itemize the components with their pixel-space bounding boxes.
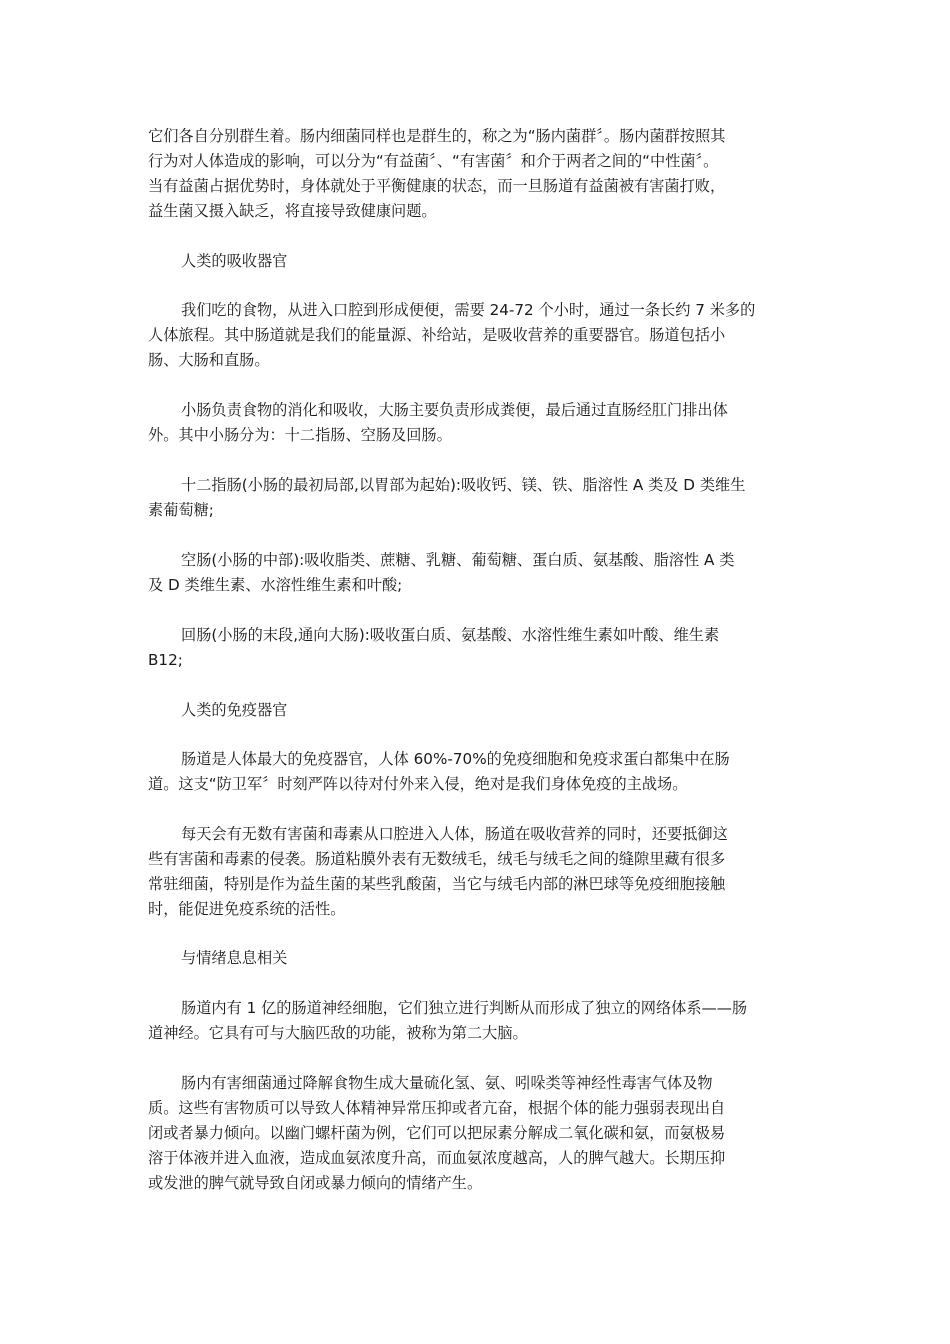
text-line: 时，能促进免疫系统的活性。 [148, 900, 346, 918]
text-line: 回肠(小肠的末段,通向大肠):吸收蛋白质、氨基酸、水溶性维生素如叶酸、维生素 [181, 626, 720, 644]
text-line: 人体旅程。其中肠道就是我们的能量源、补给站，是吸收营养的重要器官。肠道包括小 [148, 326, 726, 344]
text-line: 闭或者暴力倾向。以幽门螺杆菌为例，它们可以把尿素分解成二氧化碳和氨，而氨极易 [148, 1124, 726, 1142]
text-line: 行为对人体造成的影响，可以分为“有益菌〞、“有害菌〞和介于两者之间的“中性菌〞。 [148, 152, 719, 170]
section-heading: 人类的吸收器官 [181, 252, 288, 270]
paragraph-gut-flora-groups [148, 124, 808, 224]
text-line: 肠、大肠和直肠。 [148, 351, 270, 369]
text-line: 十二指肠(小肠的最初局部,以胃部为起始):吸收钙、镁、铁、脂溶性 A 类及 D 类维生 [181, 476, 746, 494]
text-line: 外。其中小肠分为：十二指肠、空肠及回肠。 [148, 426, 452, 444]
text-line: 溶于体液并进入血液，造成血氨浓度升高，而血氨浓度越高，人的脾气越大。长期压抑 [148, 1149, 726, 1167]
text-line: 空肠(小肠的中部):吸收脂类、蔗糖、乳糖、葡萄糖、蛋白质、氨基酸、脂溶性 A 类 [181, 551, 735, 569]
text-line: 道神经。它具有可与大脑匹敌的功能，被称为第二大脑。 [148, 1024, 528, 1042]
text-line: 我们吃的食物，从进入口腔到形成便便，需要 24-72 个小时，通过一条长约 7 米多的 [181, 301, 756, 319]
text-line: 些有害菌和毒素的侵袭。肠道粘膜外表有无数绒毛，绒毛与绒毛之间的缝隙里藏有很多 [148, 850, 726, 868]
paragraph-defense [148, 822, 808, 922]
heading-emotion [148, 946, 808, 971]
text-line: 肠道内有 1 亿的肠道神经细胞，它们独立进行判断从而形成了独立的网络体系——肠 [181, 999, 748, 1017]
text-line: 及 D 类维生素、水溶性维生素和叶酸; [148, 576, 403, 594]
text-line: 小肠负责食物的消化和吸收，大肠主要负责形成粪便，最后通过直肠经肛门排出体 [181, 401, 728, 419]
paragraph-small-intestine [148, 398, 808, 448]
paragraph-jejunum [148, 548, 808, 598]
text-line: 质。这些有害物质可以导致人体精神异常压抑或者亢奋，根据个体的能力强弱表现出自 [148, 1099, 726, 1117]
section-heading: 人类的免疫器官 [181, 701, 288, 719]
text-line: 素葡萄糖; [148, 501, 214, 519]
text-line: B12; [148, 651, 183, 669]
text-line: 道。这支“防卫军〞时刻严阵以待对付外来入侵，绝对是我们身体免疫的主战场。 [148, 775, 688, 793]
text-line: 当有益菌占据优势时，身体就处于平衡健康的状态，而一旦肠道有益菌被有害菌打败， [148, 177, 726, 195]
heading-immune-organ [148, 698, 808, 723]
paragraph-largest-immune-organ [148, 747, 808, 797]
paragraph-food-journey [148, 298, 808, 373]
text-line: 每天会有无数有害菌和毒素从口腔进入人体，肠道在吸收营养的同时，还要抵御这 [181, 825, 728, 843]
text-line: 益生菌又摄入缺乏，将直接导致健康问题。 [148, 202, 437, 220]
text-line: 或发泄的脾气就导致自闭或暴力倾向的情绪产生。 [148, 1174, 483, 1192]
text-line: 肠道是人体最大的免疫器官，人体 60%-70%的免疫细胞和免疫求蛋白都集中在肠 [181, 750, 730, 768]
text-line: 它们各自分别群生着。肠内细菌同样也是群生的，称之为“肠内菌群〞。肠内菌群按照其 [148, 127, 726, 145]
paragraph-ileum [148, 623, 808, 673]
text-line: 常驻细菌，特别是作为益生菌的某些乳酸菌，当它与绒毛内部的淋巴球等免疫细胞接触 [148, 875, 726, 893]
text-line: 肠内有害细菌通过降解食物生成大量硫化氢、氨、吲哚类等神经性毒害气体及物 [181, 1074, 713, 1092]
paragraph-duodenum [148, 473, 808, 523]
paragraph-second-brain [148, 996, 808, 1046]
heading-absorption-organ [148, 249, 808, 274]
paragraph-harmful-bacteria [148, 1071, 808, 1196]
section-heading: 与情绪息息相关 [181, 949, 288, 967]
